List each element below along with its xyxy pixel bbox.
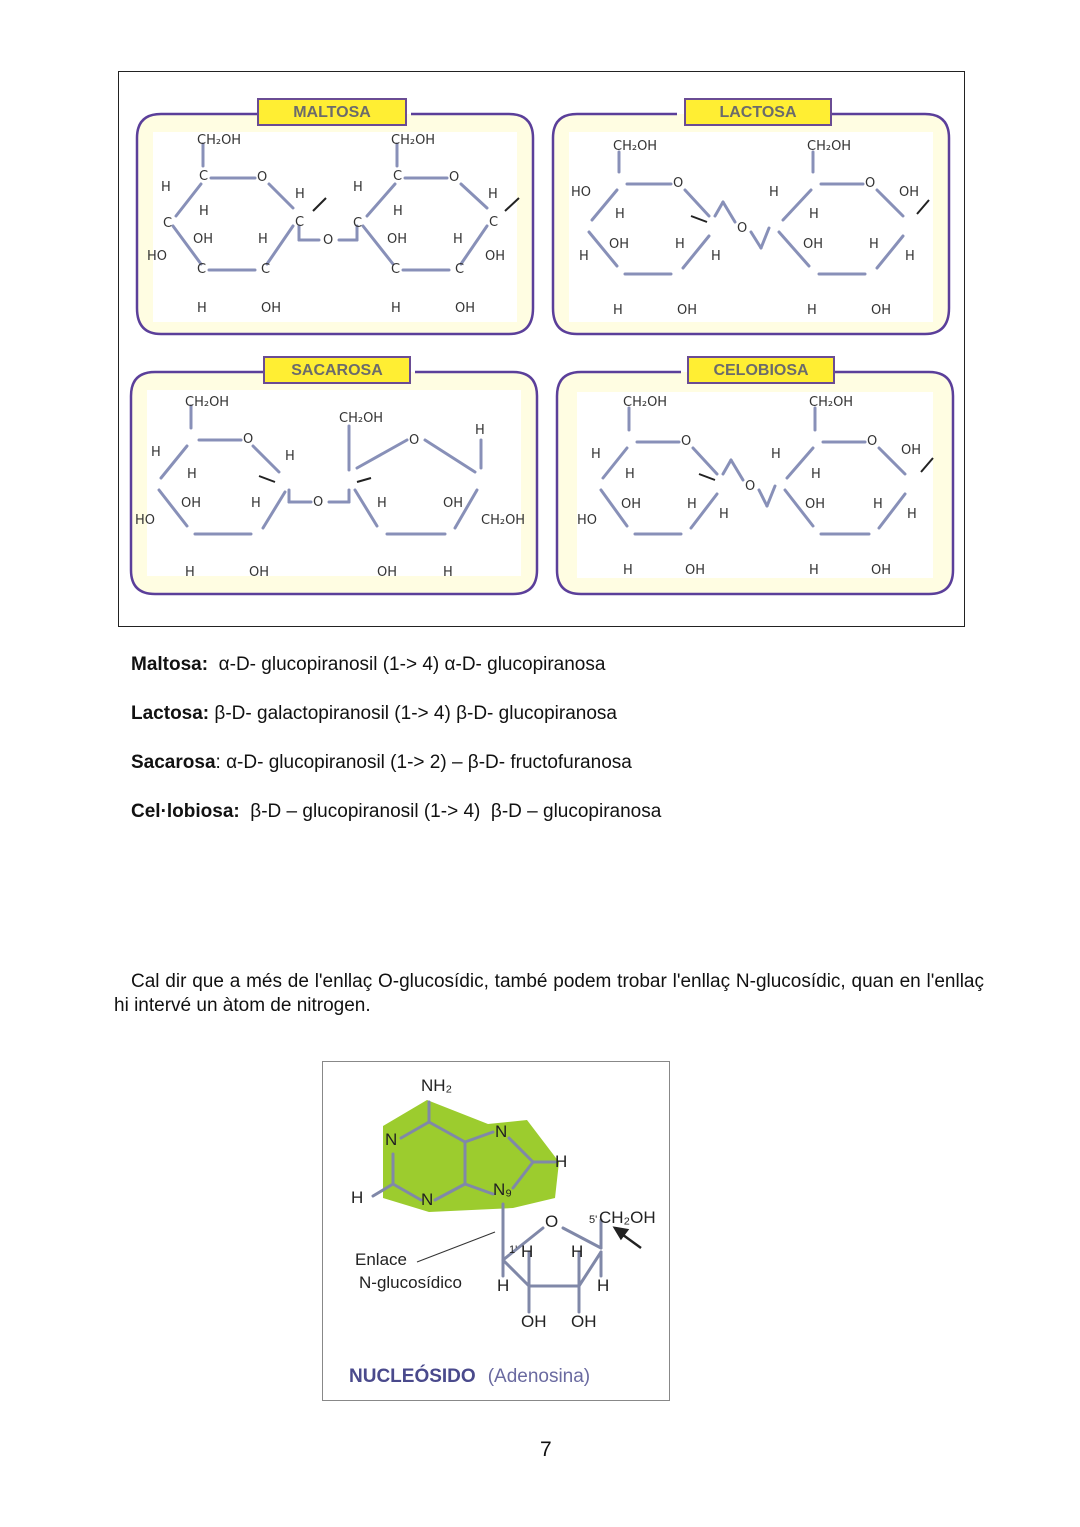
nh2-label: NH₂ <box>421 1076 453 1095</box>
h-label: H <box>521 1242 534 1261</box>
oh-label: OH <box>249 565 270 580</box>
oh-label: OH <box>609 237 630 252</box>
panel-title: CELOBIOSA <box>687 356 835 384</box>
bond-label-line2: N-glucosídico <box>359 1273 462 1292</box>
c1-label: C <box>295 215 305 230</box>
nucleoside-caption <box>349 1366 590 1388</box>
h-label: H <box>453 232 463 247</box>
oh-label: OH <box>521 1312 547 1331</box>
oh-label: OH <box>871 303 892 318</box>
h-label: H <box>809 563 819 578</box>
ho-label: HO <box>577 513 598 528</box>
ho-label: HO <box>135 513 156 528</box>
h-label: H <box>811 467 821 482</box>
h-label: H <box>391 301 401 316</box>
h-label: H <box>769 185 779 200</box>
ring-oxygen-label: O <box>409 433 420 448</box>
ch2oh-label: CH₂OH <box>481 513 526 528</box>
panel-title: LACTOSA <box>684 98 832 126</box>
h-label: H <box>591 447 601 462</box>
ch2oh-label: CH₂OH <box>613 139 658 154</box>
ring-oxygen-label: O <box>867 434 878 449</box>
panel-lactosa <box>547 98 952 343</box>
definition-lactosa <box>131 701 931 750</box>
definition-term: Sacarosa <box>131 752 216 773</box>
ch2oh-label: CH₂OH <box>391 133 436 148</box>
c4-label: C <box>163 216 173 231</box>
nucleoside-figure <box>322 1061 670 1401</box>
panel-title: SACAROSA <box>263 356 411 384</box>
h-label: H <box>488 187 498 202</box>
h-label: H <box>187 467 197 482</box>
caption-main: NUCLEÓSIDO <box>349 1366 476 1387</box>
c2-label: C <box>455 262 465 277</box>
h-label: H <box>555 1152 568 1171</box>
h-label: H <box>711 249 721 264</box>
h-label: H <box>623 563 633 578</box>
h-label: H <box>351 1188 364 1207</box>
h-label: H <box>873 497 883 512</box>
h-label: H <box>353 180 363 195</box>
nitrogen-label: N <box>421 1190 434 1209</box>
h-label: H <box>907 507 917 522</box>
c3-label: C <box>391 262 401 277</box>
maltosa-structure <box>131 98 536 343</box>
h-label: H <box>571 1242 584 1261</box>
n9-label: N₉ <box>493 1180 513 1199</box>
oh-label: OH <box>193 232 214 247</box>
oh-label: OH <box>261 301 282 316</box>
h-label: H <box>615 207 625 222</box>
oh-label: OH <box>871 563 892 578</box>
c2-label: C <box>261 262 271 277</box>
caption-sub: (Adenosina) <box>487 1366 591 1387</box>
oh-label: OH <box>621 497 642 512</box>
ch2oh-label: CH₂OH <box>807 139 852 154</box>
h-label: H <box>597 1276 610 1295</box>
ch2oh-label: CH₂OH <box>599 1208 656 1227</box>
c1-prime-label: 1' <box>509 1244 518 1256</box>
lactosa-structure <box>547 98 952 343</box>
oh-label: OH <box>377 565 398 580</box>
oh-label: OH <box>387 232 408 247</box>
disaccharides-figure <box>118 71 965 627</box>
h-label: H <box>497 1276 510 1295</box>
h-label: H <box>809 207 819 222</box>
c3-label: C <box>197 262 207 277</box>
h-label: H <box>687 497 697 512</box>
c1-label: C <box>489 215 499 230</box>
h-label: H <box>807 303 817 318</box>
definition-term: Maltosa: <box>131 654 209 675</box>
ring-oxygen-label: O <box>681 434 692 449</box>
definition-celobiosa <box>131 799 931 848</box>
bond-label-line1: Enlace <box>355 1250 407 1269</box>
ring-oxygen-label: O <box>545 1212 559 1231</box>
n-glycosidic-paragraph: Cal dir que a més de l'enllaç O-glucosídic, també podem trobar l'enllaç N-glucosídic, quan en l'enllaç hi intervé un àtom de nitrogen. <box>114 971 984 1016</box>
h-label: H <box>285 449 295 464</box>
h-label: H <box>869 237 879 252</box>
h-label: H <box>613 303 623 318</box>
c5-label: C <box>199 169 209 184</box>
h-label: H <box>151 445 161 460</box>
h-label: H <box>675 237 685 252</box>
h-label: H <box>443 565 453 580</box>
definition-text: : α-D- glucopiranosil (1-> 2) – β-D- fructofuranosa <box>215 752 632 773</box>
oh-label: OH <box>443 496 464 511</box>
ch2oh-label: CH₂OH <box>339 411 384 426</box>
nitrogen-label: N <box>495 1122 508 1141</box>
h-label: H <box>625 467 635 482</box>
panel-sacarosa <box>125 356 540 601</box>
panel-celobiosa <box>551 356 956 601</box>
h-label: H <box>295 187 305 202</box>
glycosidic-oxygen-label: O <box>323 233 334 248</box>
ho-label: HO <box>571 185 592 200</box>
ring-oxygen-label: O <box>865 176 876 191</box>
oh-label: OH <box>485 249 506 264</box>
definition-sacarosa <box>131 750 931 799</box>
h-label: H <box>199 204 209 219</box>
panel-maltosa <box>131 98 536 343</box>
glycosidic-oxygen-label: O <box>313 495 324 510</box>
h-label: H <box>185 565 195 580</box>
definition-text: β-D- galactopiranosil (1-> 4) β-D- glucopiranosa <box>209 703 617 724</box>
ch2oh-label: CH₂OH <box>185 395 230 410</box>
ring-oxygen-label: O <box>673 176 684 191</box>
definition-text: β-D – glucopiranosil (1-> 4) β-D – glucopiranosa <box>239 801 662 822</box>
oh-label: OH <box>901 443 922 458</box>
oh-label: OH <box>181 496 202 511</box>
h-label: H <box>719 507 729 522</box>
oh-label: OH <box>805 497 826 512</box>
nitrogen-label: N <box>385 1130 398 1149</box>
glycosidic-oxygen-label: O <box>737 221 748 236</box>
h-label: H <box>905 249 915 264</box>
definition-term: Lactosa: <box>131 703 210 724</box>
ring-oxygen-label: O <box>257 170 268 185</box>
disaccharide-definitions <box>131 652 931 848</box>
c5-label: C <box>393 169 403 184</box>
h-label: H <box>771 447 781 462</box>
ch2oh-label: CH₂OH <box>623 395 668 410</box>
definition-text: α-D- glucopiranosil (1-> 4) α-D- glucopiranosa <box>208 654 606 675</box>
c4-label: C <box>353 216 363 231</box>
panel-title: MALTOSA <box>257 98 407 126</box>
adenosine-structure <box>323 1062 671 1402</box>
glycosidic-oxygen-label: O <box>745 479 756 494</box>
h-label: H <box>251 496 261 511</box>
definition-maltosa <box>131 652 931 701</box>
ch2oh-label: CH₂OH <box>197 133 242 148</box>
c5-prime-label: 5' <box>589 1214 598 1226</box>
h-label: H <box>258 232 268 247</box>
page-number: 7 <box>540 1438 552 1461</box>
definition-term: Cel·lobiosa: <box>131 801 240 822</box>
h-label: H <box>579 249 589 264</box>
oh-label: OH <box>677 303 698 318</box>
h-label: H <box>161 180 171 195</box>
ring-oxygen-label: O <box>449 170 460 185</box>
oh-label: OH <box>899 185 920 200</box>
oh-label: OH <box>455 301 476 316</box>
ho-label: HO <box>147 249 168 264</box>
h-label: H <box>475 423 485 438</box>
h-label: H <box>393 204 403 219</box>
ch2oh-label: CH₂OH <box>809 395 854 410</box>
oh-label: OH <box>571 1312 597 1331</box>
ring-oxygen-label: O <box>243 432 254 447</box>
oh-label: OH <box>803 237 824 252</box>
h-label: H <box>197 301 207 316</box>
h-label: H <box>377 496 387 511</box>
oh-label: OH <box>685 563 706 578</box>
